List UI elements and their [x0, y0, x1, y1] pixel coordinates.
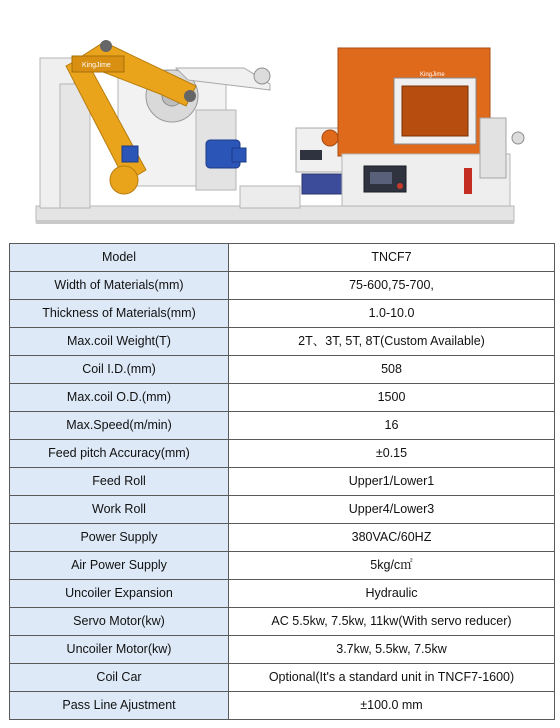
spec-row — [10, 300, 555, 328]
spec-label: Width of Materials(mm) — [10, 272, 229, 300]
spec-row — [10, 580, 555, 608]
emergency-handle — [464, 168, 472, 194]
spec-value: ±0.15 — [229, 440, 555, 468]
cabinet-brand-label: KingJime — [420, 72, 445, 78]
spec-value: 2T、3T, 5T, 8T(Custom Available) — [229, 328, 555, 356]
spec-label: Servo Motor(kw) — [10, 608, 229, 636]
spec-row — [10, 244, 555, 272]
spec-row — [10, 412, 555, 440]
spec-value: 1500 — [229, 384, 555, 412]
spec-row — [10, 328, 555, 356]
spec-row — [10, 384, 555, 412]
base-shadow — [36, 220, 514, 224]
brand-label: KingJime — [82, 62, 111, 69]
spec-value: 5kg/c㎡ — [229, 552, 555, 580]
spec-value: 3.7kw, 5.5kw, 7.5kw — [229, 636, 555, 664]
spec-value: TNCF7 — [229, 244, 555, 272]
spec-label: Max.Speed(m/min) — [10, 412, 229, 440]
spec-row — [10, 608, 555, 636]
spec-value: 75-600,75-700, — [229, 272, 555, 300]
spec-table-body — [10, 244, 555, 720]
spec-row — [10, 552, 555, 580]
straightener-head — [296, 128, 342, 194]
spec-label: Feed Roll — [10, 468, 229, 496]
spec-label: Thickness of Materials(mm) — [10, 300, 229, 328]
spec-value: AC 5.5kw, 7.5kw, 11kw(With servo reducer) — [229, 608, 555, 636]
spec-value: Hydraulic — [229, 580, 555, 608]
spec-label: Coil Car — [10, 664, 229, 692]
connecting-bench — [240, 186, 300, 208]
spec-row — [10, 272, 555, 300]
spec-row — [10, 636, 555, 664]
spec-row — [10, 356, 555, 384]
spec-label: Model — [10, 244, 229, 272]
spec-label: Power Supply — [10, 524, 229, 552]
spec-row — [10, 524, 555, 552]
spec-label: Pass Line Ajustment — [10, 692, 229, 720]
spec-label: Work Roll — [10, 496, 229, 524]
spec-value: ±100.0 mm — [229, 692, 555, 720]
spec-label: Max.coil Weight(T) — [10, 328, 229, 356]
spec-value: Optional(It's a standard unit in TNCF7-1600) — [229, 664, 555, 692]
spec-label: Feed pitch Accuracy(mm) — [10, 440, 229, 468]
machine-photo — [0, 0, 560, 240]
spec-value: Upper4/Lower3 — [229, 496, 555, 524]
spec-value: 16 — [229, 412, 555, 440]
spec-row — [10, 468, 555, 496]
spec-label: Uncoiler Expansion — [10, 580, 229, 608]
spec-table — [9, 243, 555, 720]
spec-row — [10, 496, 555, 524]
spec-value: Upper1/Lower1 — [229, 468, 555, 496]
spec-value: 1.0-10.0 — [229, 300, 555, 328]
spec-label: Air Power Supply — [10, 552, 229, 580]
spec-label: Coil I.D.(mm) — [10, 356, 229, 384]
spec-row — [10, 440, 555, 468]
spec-row — [10, 664, 555, 692]
spec-label: Max.coil O.D.(mm) — [10, 384, 229, 412]
spec-value: 508 — [229, 356, 555, 384]
spec-label: Uncoiler Motor(kw) — [10, 636, 229, 664]
spec-row — [10, 692, 555, 720]
spec-value: 380VAC/60HZ — [229, 524, 555, 552]
control-panel — [364, 166, 406, 192]
